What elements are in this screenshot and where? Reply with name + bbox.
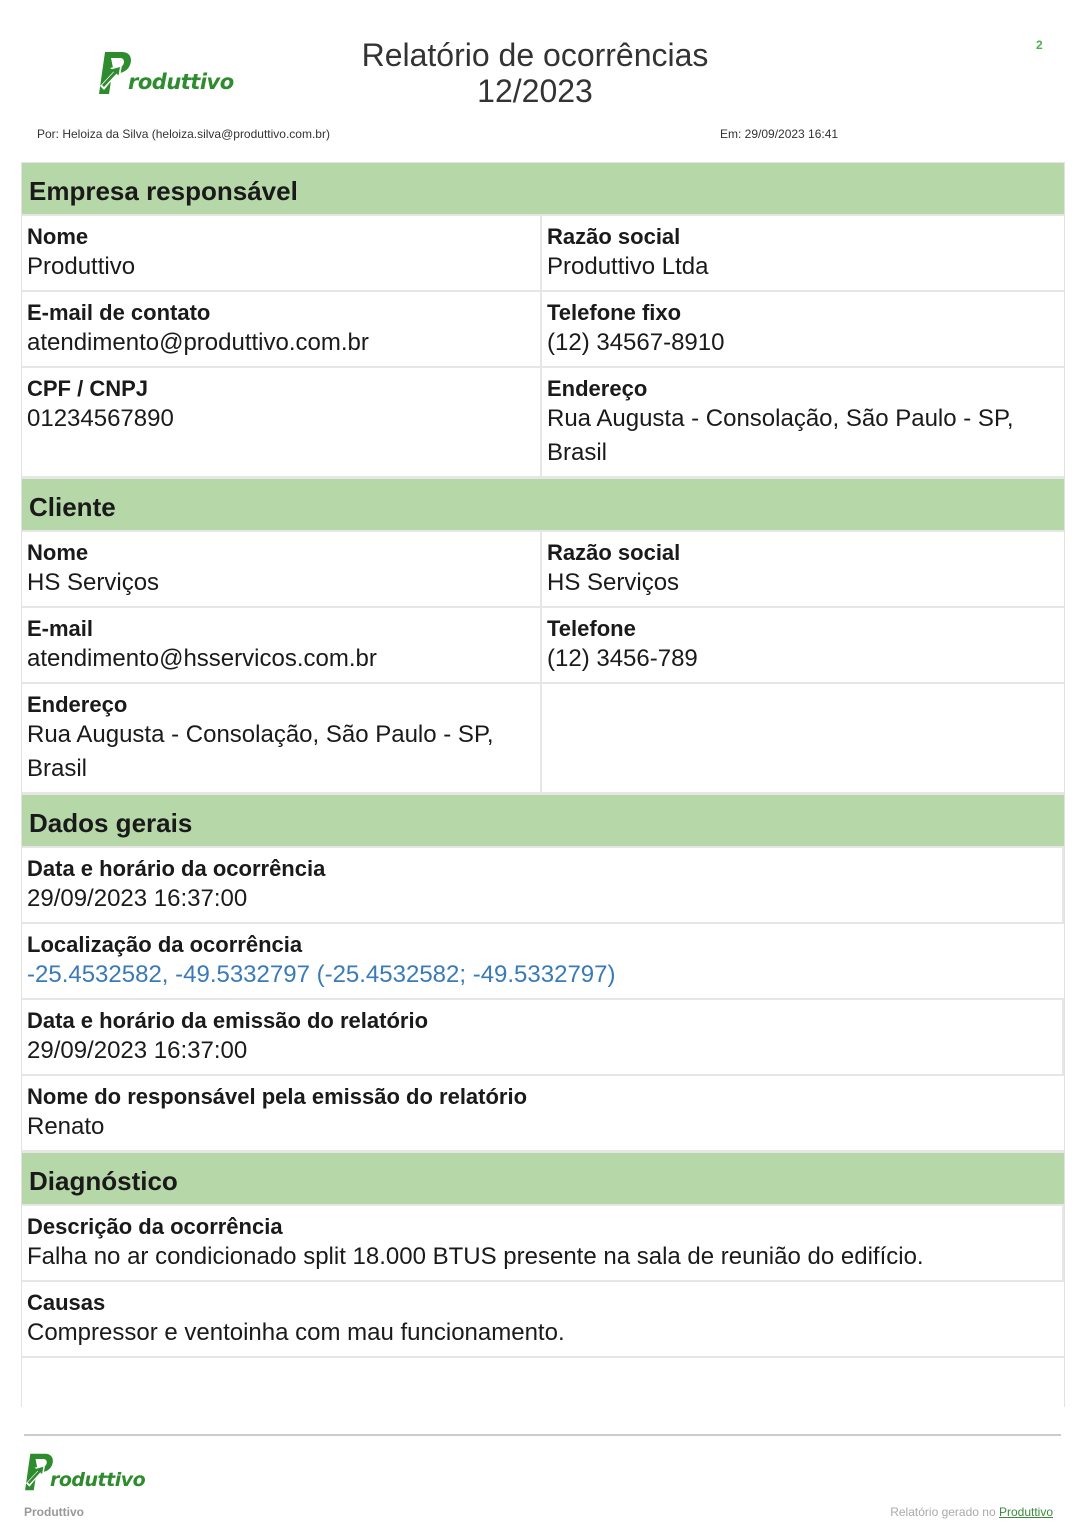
field-label: Razão social xyxy=(547,540,681,565)
produttivo-logo xyxy=(98,50,234,96)
field-data-emissao xyxy=(22,1000,1064,1076)
field-value: 01234567890 xyxy=(27,405,174,432)
field-empresa-email xyxy=(22,292,542,368)
field-label: Endereço xyxy=(27,692,128,717)
section-title: Dados gerais xyxy=(22,794,1064,848)
footer-logo xyxy=(24,1452,145,1492)
report-content xyxy=(21,162,1065,1407)
field-label: Telefone xyxy=(547,616,636,641)
section-title: Diagnóstico xyxy=(22,1152,1064,1206)
field-label: Endereço xyxy=(547,376,648,401)
field-empresa-cpf-cnpj xyxy=(22,368,542,478)
field-cliente-email xyxy=(22,608,542,684)
report-title: Relatório de ocorrências xyxy=(361,37,709,73)
field-label: Descrição da ocorrência xyxy=(27,1214,283,1239)
field-empresa-razao-social xyxy=(542,216,1064,292)
section-empresa xyxy=(22,162,1064,478)
empty-cell xyxy=(542,684,1064,794)
field-empresa-nome xyxy=(22,216,542,292)
field-responsavel-emissao xyxy=(22,1076,1064,1152)
section-dados-gerais xyxy=(22,794,1064,1152)
report-header xyxy=(0,0,1085,160)
footer-company: Produttivo xyxy=(24,1505,84,1519)
logo-wordmark: roduttivo xyxy=(50,1469,146,1491)
logo-wordmark: roduttivo xyxy=(128,70,234,94)
section-cliente xyxy=(22,478,1064,794)
field-cliente-telefone xyxy=(542,608,1064,684)
report-period: 12/2023 xyxy=(477,73,593,109)
field-label: Data e horário da ocorrência xyxy=(27,856,326,881)
field-label: E-mail de contato xyxy=(27,300,211,325)
field-value: (12) 34567-8910 xyxy=(547,329,725,356)
field-value: Renato xyxy=(27,1113,105,1140)
field-empresa-endereco xyxy=(542,368,1064,478)
field-label: Nome do responsável pela emissão do relatório xyxy=(27,1084,528,1109)
field-value: 29/09/2023 16:37:00 xyxy=(27,885,248,912)
field-label: Nome xyxy=(27,540,89,565)
field-value: Rua Augusta - Consolação, São Paulo - SP, Brasil xyxy=(27,721,494,782)
report-generated-at: Em: 29/09/2023 16:41 xyxy=(720,127,839,141)
section-title: Cliente xyxy=(22,478,1064,532)
field-label: E-mail xyxy=(27,616,94,641)
field-localizacao xyxy=(22,924,1064,1000)
footer-divider xyxy=(24,1434,1061,1436)
field-value: HS Serviços xyxy=(27,569,160,596)
field-label: Localização da ocorrência xyxy=(27,932,303,957)
footer-generated xyxy=(890,1505,1053,1519)
field-label: CPF / CNPJ xyxy=(27,376,149,401)
field-label: Nome xyxy=(27,224,89,249)
field-cliente-endereco xyxy=(22,684,542,794)
footer-produttivo-link[interactable]: Produttivo xyxy=(998,1505,1053,1519)
field-empresa-telefone xyxy=(542,292,1064,368)
field-label: Data e horário da emissão do relatório xyxy=(27,1008,429,1033)
field-value: HS Serviços xyxy=(547,569,680,596)
field-cliente-razao-social xyxy=(542,532,1064,608)
footer-generated-text: Relatório gerado no xyxy=(890,1505,999,1519)
field-value: atendimento@produttivo.com.br xyxy=(27,329,369,356)
field-label: Causas xyxy=(27,1290,106,1315)
section-title: Empresa responsável xyxy=(22,162,1064,216)
field-cliente-nome xyxy=(22,532,542,608)
field-value: Falha no ar condicionado split 18.000 BTUS presente na sala de reunião do edifício. xyxy=(27,1243,924,1270)
section-diagnostico xyxy=(22,1152,1064,1358)
logo-p-arrow-icon xyxy=(98,50,132,96)
field-value: Compressor e ventoinha com mau funcionamento. xyxy=(27,1319,565,1346)
field-causas xyxy=(22,1282,1064,1358)
field-label: Razão social xyxy=(547,224,681,249)
location-link[interactable]: -25.4532582, -49.5332797 (-25.4532582; -49.5332797) xyxy=(27,961,616,988)
field-value: 29/09/2023 16:37:00 xyxy=(27,1037,248,1064)
field-value: atendimento@hsservicos.com.br xyxy=(27,645,377,672)
report-author: Por: Heloiza da Silva (heloiza.silva@produttivo.com.br) xyxy=(37,127,330,141)
field-value: Rua Augusta - Consolação, São Paulo - SP, Brasil xyxy=(547,405,1014,466)
field-descricao xyxy=(22,1206,1064,1282)
field-data-ocorrencia xyxy=(22,848,1064,924)
page-number: 2 xyxy=(1036,38,1043,52)
field-value: Produttivo xyxy=(27,253,136,280)
field-label: Telefone fixo xyxy=(547,300,682,325)
field-value: Produttivo Ltda xyxy=(547,253,709,280)
field-value: (12) 3456-789 xyxy=(547,645,698,672)
